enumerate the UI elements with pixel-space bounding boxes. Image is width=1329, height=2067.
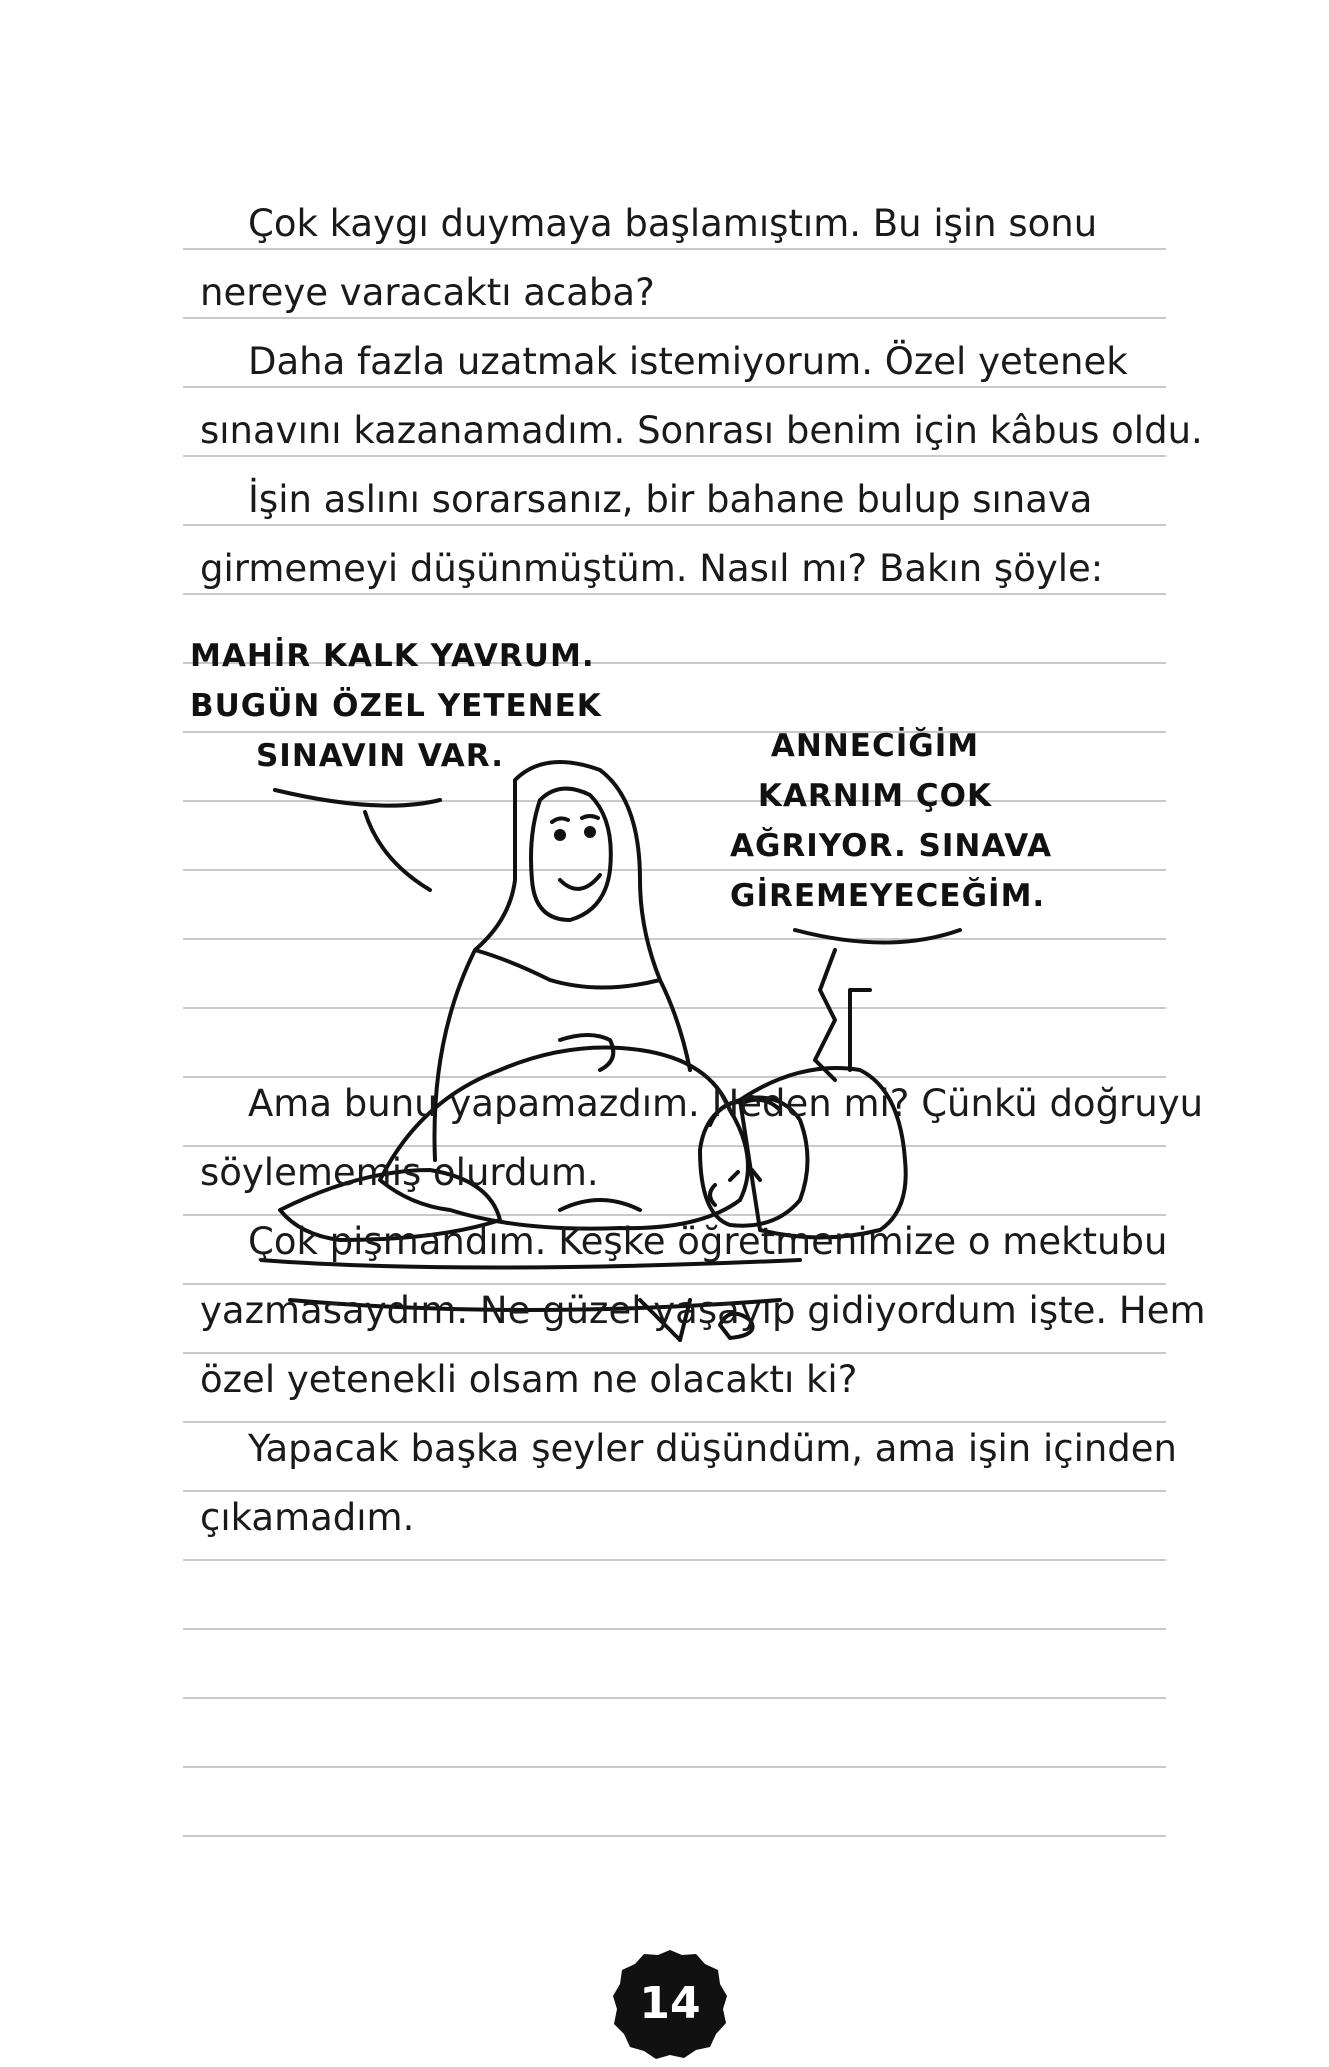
rule-line — [183, 248, 1166, 250]
paragraph-line: Çok pişmandım. Keşke öğretmenimize o mektubu — [248, 1220, 1168, 1263]
paragraph-line: Daha fazla uzatmak istemiyorum. Özel yetenek — [248, 340, 1128, 383]
speech-tail-mother — [365, 812, 430, 890]
rule-line — [183, 1697, 1166, 1699]
mother-brow — [552, 818, 568, 822]
paragraph-line: girmemeyi düşünmüştüm. Nasıl mı? Bakın şöyle: — [200, 547, 1104, 590]
child-eye — [730, 1172, 738, 1180]
speech-tail-mother — [275, 790, 440, 806]
paragraph-line: özel yetenekli olsam ne olacaktı ki? — [200, 1358, 858, 1401]
rule-line — [183, 1490, 1166, 1492]
paragraph-line: Ama bunu yapamazdım. Neden mi? Çünkü doğruyu — [248, 1082, 1204, 1125]
speech-line: MAHİR KALK YAVRUM. — [190, 638, 595, 674]
paragraph-line: sınavını kazanamadım. Sonrası benim için kâbus oldu. — [200, 409, 1203, 452]
illustration — [260, 740, 1053, 1360]
child-ear — [710, 1185, 715, 1205]
mother-face — [531, 789, 611, 920]
speech-line: ANNECİĞİM — [770, 728, 980, 764]
paragraph-line: İşin aslını sorarsanız, bir bahane bulup sınava — [248, 478, 1093, 521]
speech-tail-child — [795, 930, 960, 943]
speech-line: SINAVIN VAR. — [255, 738, 505, 774]
rule-line — [183, 455, 1166, 457]
mother-hand — [560, 1035, 613, 1070]
rule-line — [183, 1766, 1166, 1768]
paragraph-line: Yapacak başka şeyler düşündüm, ama işin içinden — [248, 1427, 1178, 1470]
speech-line: KARNIM ÇOK — [757, 778, 993, 814]
paragraph-line: yazmasaydım. Ne güzel yaşayıp gidiyordum işte. Hem — [200, 1289, 1206, 1332]
paragraph-line: söylememiş olurdum. — [200, 1151, 599, 1194]
speech-line: BUGÜN ÖZEL YETENEK — [190, 688, 602, 724]
page-number: 14 — [639, 1978, 701, 2029]
mother-headscarf — [475, 762, 660, 988]
speech-line: GİREMEYECEĞİM. — [730, 878, 1046, 914]
rule-line — [183, 593, 1166, 595]
rule-line — [183, 1835, 1166, 1837]
mother-brow — [582, 816, 598, 818]
speech-line: AĞRIYOR. SINAVA — [730, 828, 1053, 864]
blanket-fold — [560, 1200, 640, 1210]
rule-line — [183, 1421, 1166, 1423]
rule-line — [183, 317, 1166, 319]
page-number-badge — [610, 1946, 730, 2062]
rule-line — [183, 1559, 1166, 1561]
mother-body — [435, 950, 476, 1160]
paragraph-line: Çok kaygı duymaya başlamıştım. Bu işin sonu — [248, 202, 1098, 245]
mother-eye — [556, 831, 564, 839]
mother-eye — [586, 828, 594, 836]
rule-line — [183, 386, 1166, 388]
paragraph-line: nereye varacaktı acaba? — [200, 271, 655, 314]
speech-tail-child — [815, 950, 835, 1080]
paragraph-line: çıkamadım. — [200, 1496, 415, 1539]
mother-mouth — [560, 875, 600, 889]
flag-pole — [850, 990, 870, 1070]
rule-line — [183, 1628, 1166, 1630]
rule-line — [183, 524, 1166, 526]
